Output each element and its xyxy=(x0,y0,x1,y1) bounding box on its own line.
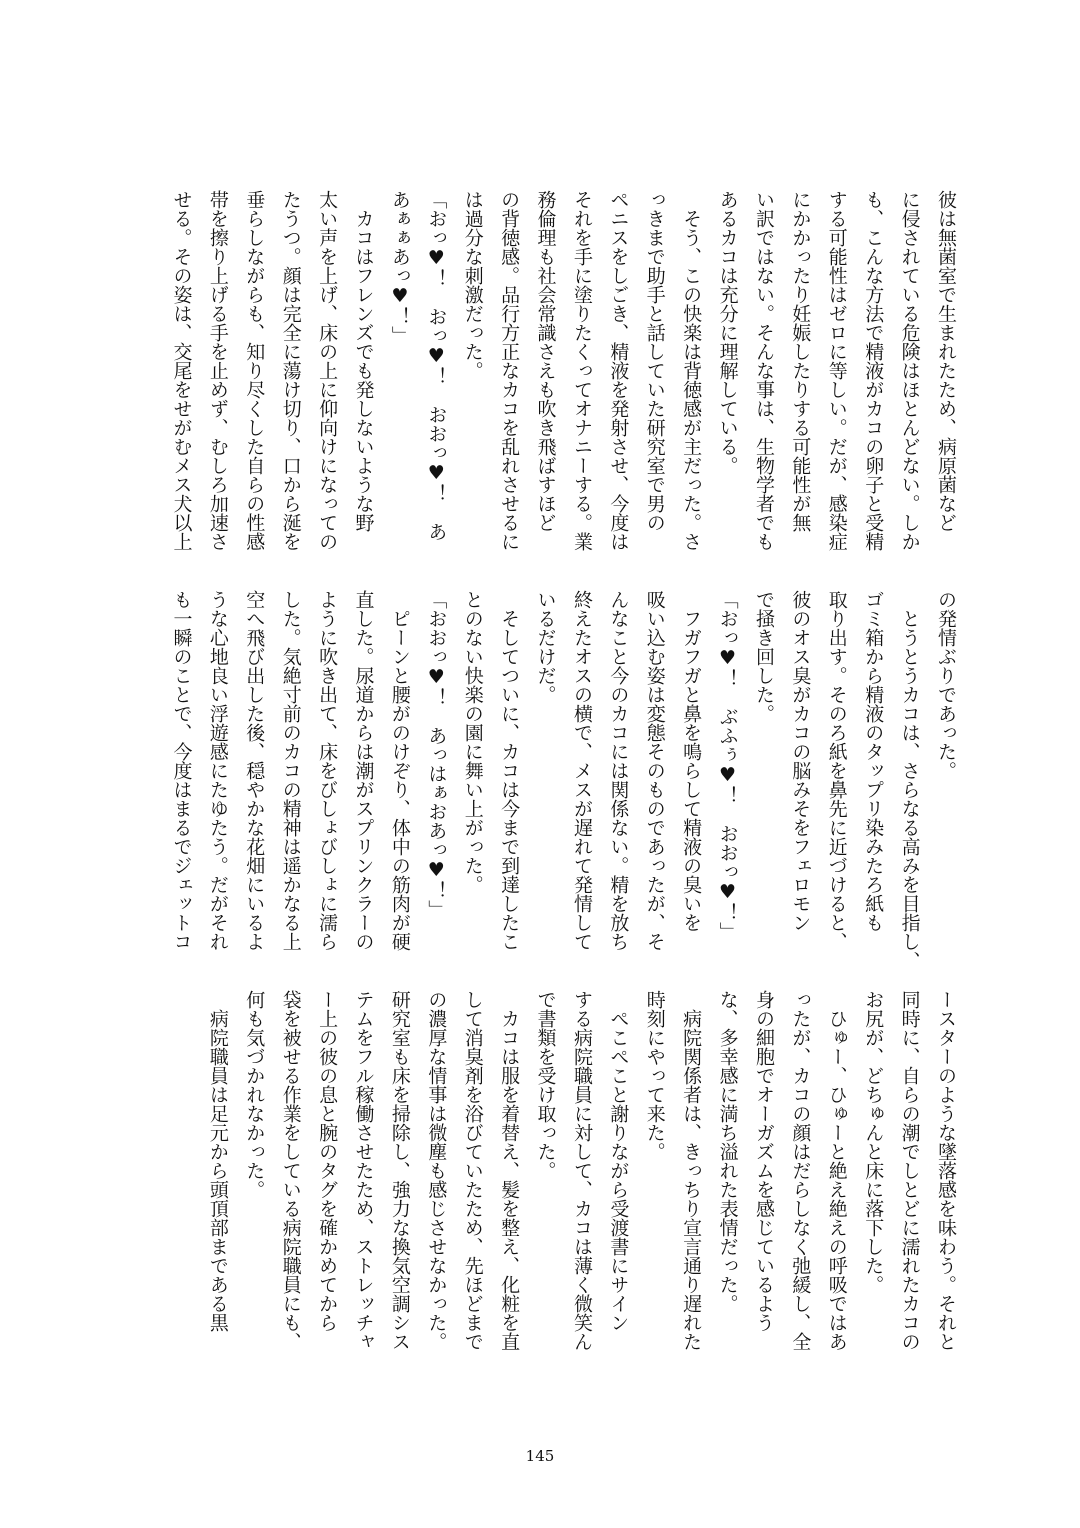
text-line: も、こんな方法で精液がカコの卵子と受精 xyxy=(862,190,885,551)
text-line: の発情ぶりであった。 xyxy=(935,590,957,780)
text-line: そしてついに、カコは今まで到達したこ xyxy=(498,590,521,951)
text-line: 垂らしながらも、知り尽くした自らの性感 xyxy=(243,190,266,551)
text-line: ひゅー、ひゅーと絶え絶えの呼吸ではあ xyxy=(825,990,848,1351)
text-line: テムをフル稼働させたため、ストレッチャ xyxy=(352,990,375,1351)
text-line: した。気絶寸前のカコの精神は遥かなる上 xyxy=(279,590,302,951)
text-line: する可能性はゼロに等しい。だが、感染症 xyxy=(825,190,848,551)
text-line: 取り出す。そのろ紙を鼻先に近づけると、 xyxy=(825,590,848,951)
text-line: 時刻にやって来た。 xyxy=(643,990,666,1161)
text-line: ったが、カコの顔はだらしなく弛緩し、全 xyxy=(789,990,812,1351)
text-line: んなこと今のカコには関係ない。精を放ち xyxy=(607,590,630,951)
text-line: それを手に塗りたくってオナニーする。業 xyxy=(570,190,593,551)
text-line: して消臭剤を浴びていたため、先ほどまで xyxy=(461,990,484,1351)
text-line: 彼のオス臭がカコの脳みそをフェロモン xyxy=(789,590,812,932)
text-line: 「おおっ♥！ あっはぁおあっ♥！」 xyxy=(425,590,448,919)
text-line: 同時に、自らの潮でしとどに濡れたカコの xyxy=(898,990,921,1351)
text-line: 務倫理も社会常識さえも吹き飛ばすほど xyxy=(534,190,557,532)
text-line: で掻き回した。 xyxy=(752,590,775,723)
text-line: フガフガと鼻を鳴らして精液の臭いを xyxy=(680,590,703,932)
text-line: カコは服を着替え、髪を整え、化粧を直 xyxy=(498,990,521,1351)
text-block-bottom xyxy=(144,990,964,1370)
text-line: の背徳感。品行方正なカコを乱れさせるに xyxy=(498,190,521,551)
text-line: 太い声を上げ、床の上に仰向けになっての xyxy=(316,190,339,551)
text-line: 「おっ♥！ ぶふぅ♥！ おおっ♥！」 xyxy=(716,590,739,941)
text-line: カコはフレンズでも発しないような野 xyxy=(352,190,375,532)
text-line: ゴミ箱から精液のタップリ染みたろ紙も xyxy=(862,590,885,932)
text-line: 彼は無菌室で生まれたため、病原菌など xyxy=(935,190,957,532)
text-line: うな心地良い浮遊感にたゆたう。だがそれ xyxy=(206,590,229,951)
page-number: 145 xyxy=(525,1447,555,1465)
text-line: ー上の彼の息と腕のタグを確かめてから xyxy=(316,990,339,1332)
text-line: ースターのような墜落感を味わう。それと xyxy=(935,990,957,1351)
text-line: お尻が、どちゅんと床に落下した。 xyxy=(862,990,885,1294)
text-line: 袋を被せる作業をしている病院職員にも、 xyxy=(279,990,302,1351)
text-line: 何も気づかれなかった。 xyxy=(243,990,266,1199)
text-line: は過分な刺激だった。 xyxy=(461,190,484,380)
text-line: で書類を受け取った。 xyxy=(534,990,557,1180)
text-line: 身の細胞でオーガズムを感じているよう xyxy=(752,990,775,1332)
text-line: 「おっ♥！ おっ♥！ おおっ♥！ あ xyxy=(425,190,448,541)
text-block-middle xyxy=(144,590,964,970)
text-line: い訳ではない。そんな事は、生物学者でも xyxy=(752,190,775,551)
text-line: 直した。尿道からは潮がスプリンクラーの xyxy=(352,590,375,951)
text-line: ぺこぺこと謝りながら受渡書にサイン xyxy=(607,990,630,1332)
text-line: 病院関係者は、きっちり宣言通り遅れた xyxy=(680,990,703,1351)
text-line: とのない快楽の園に舞い上がった。 xyxy=(461,590,484,894)
text-line: も一瞬のことで、今度はまるでジェットコ xyxy=(170,590,193,951)
text-line: 空へ飛び出した後、穏やかな花畑にいるよ xyxy=(243,590,266,951)
text-line: の濃厚な情事は微塵も感じさせなかった。 xyxy=(425,990,448,1351)
text-line: 研究室も床を掃除し、強力な換気空調シス xyxy=(388,990,411,1351)
text-line: あるカコは充分に理解している。 xyxy=(716,190,739,475)
text-line: な、多幸感に満ち溢れた表情だった。 xyxy=(716,990,739,1313)
text-line: ペニスをしごき、精液を発射させ、今度は xyxy=(607,190,630,551)
text-line: せる。その姿は、交尾をせがむメス犬以上 xyxy=(170,190,193,551)
text-line: っきまで助手と話していた研究室で男の xyxy=(643,190,666,532)
text-line: する病院職員に対して、カコは薄く微笑ん xyxy=(570,990,593,1351)
text-line: ピーンと腰がのけぞり、体中の筋肉が硬 xyxy=(388,590,411,951)
text-line: とうとうカコは、さらなる高みを目指し、 xyxy=(898,590,921,970)
text-line: 終えたオスの横で、メスが遅れて発情して xyxy=(570,590,593,951)
text-line: 吸い込む姿は変態そのものであったが、そ xyxy=(643,590,666,951)
text-line: ように吹き出て、床をびしょびしょに濡ら xyxy=(316,590,339,951)
text-line: 帯を擦り上げる手を止めず、むしろ加速さ xyxy=(206,190,229,551)
text-line: いるだけだ。 xyxy=(534,590,557,704)
text-line: に侵されている危険はほとんどない。しか xyxy=(898,190,921,551)
text-block-top xyxy=(144,190,964,570)
text-line: たうつ。顔は完全に蕩け切り、口から涎を xyxy=(279,190,302,551)
text-line: そう、この快楽は背徳感が主だった。さ xyxy=(680,190,703,551)
text-line: あぁぁあっ♥！」 xyxy=(388,190,411,345)
text-line: にかかったり妊娠したりする可能性が無 xyxy=(789,190,812,532)
text-line: 病院職員は足元から頭頂部まである黒 xyxy=(206,990,229,1332)
